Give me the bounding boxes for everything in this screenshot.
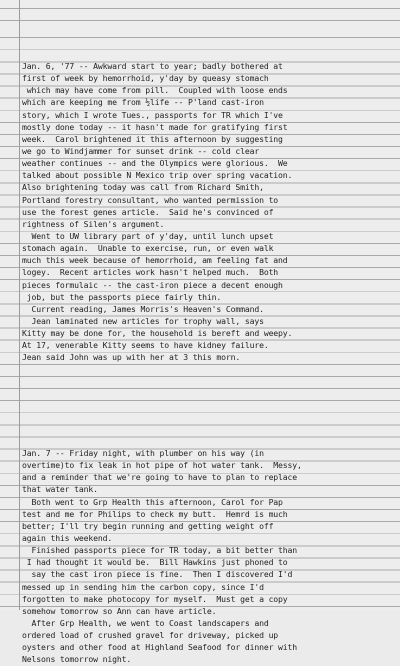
entry-line: I had thought it would be. Bill Hawkins just phoned to	[22, 557, 288, 568]
entry-line: job, but the passports piece fairly thin.	[22, 291, 222, 302]
entry-line: Finished passports piece for TR today, a bit better than	[22, 545, 298, 556]
entry-line: again this weekend.	[22, 532, 113, 543]
entry-line: much this week because of hemorrhoid, am feeling fat and	[22, 255, 288, 266]
entry-line: which are keeping me from ½life -- P'land cast-iron	[22, 97, 264, 108]
entry-line: messed up in sending him the carbon copy, since I'd	[22, 581, 264, 592]
entry-line: At 17, venerable Kitty seems to have kidney failure.	[22, 340, 269, 351]
entry-line: Current reading, James Morris's Heaven's Command.	[22, 303, 264, 314]
entry-line: we go to Windjammer for sunset drink -- cold clear	[22, 145, 260, 156]
entry-line: say the cast iron piece is fine. Then I discovered I'd	[22, 569, 293, 580]
entry-line: Jean said John was up with her at 3 this morn.	[22, 352, 241, 363]
journal-entry-jan-6	[22, 60, 396, 364]
entry-line: Jan. 7 -- Friday night, with plumber on his way (in	[22, 448, 264, 458]
entry-line: forgotten to make photocopy for myself. Must get a copy	[22, 593, 288, 604]
entry-line: logey. Recent articles work hasn't helped much. Both	[22, 267, 279, 278]
entry-line: Went to UW library part of y'day, until lunch upset	[22, 230, 274, 241]
entry-line: which may have come from pill. Coupled with loose ends	[22, 85, 288, 96]
entry-line: overtime)to fix leak in hot pipe of hot water tank. Messy,	[22, 460, 302, 471]
entry-line: ordered load of crushed gravel for driveway, picked up	[22, 630, 279, 641]
entry-line: first of week by hemorrhoid, y'day by queasy stomach	[22, 73, 269, 84]
entry-line: Also brightening today was call from Richard Smith,	[22, 182, 264, 193]
entry-line: mostly done today -- it hasn't made for gratifying first	[22, 121, 288, 132]
entry-line: talked about possible N Mexico trip over spring vacation.	[22, 170, 293, 181]
entry-line: Kitty may be done for, the household is bereft and weepy.	[22, 328, 293, 339]
entry-line: Nelsons tomorrow night.	[22, 654, 132, 665]
entry-line: After Grp Health, we went to Coast landscapers and	[22, 617, 269, 628]
margin-rule	[19, 0, 20, 610]
entry-line: somehow tomorrow so Ann can have article.	[22, 605, 217, 616]
entry-line: better; I'll try begin running and getting weight off	[22, 520, 274, 531]
entry-line: week. Carol brightened it this afternoon by suggesting	[22, 133, 283, 144]
entry-line: stomach again. Unable to exercise, run, or even walk	[22, 243, 274, 254]
entry-line: pieces formulaic -- the cast-iron piece a decent enough	[22, 279, 283, 290]
entry-line: story, which I wrote Tues., passports for TR which I've	[22, 109, 283, 120]
entry-line: rightness of Silen's argument.	[22, 218, 165, 229]
journal-entry-jan-7	[22, 447, 396, 666]
entry-line: weather continues -- and the Olympics were glorious. We	[22, 158, 288, 169]
entry-line: Jan. 6, '77 -- Awkward start to year; badly bothered at	[22, 61, 283, 71]
entry-line: test and me for Philips to check my butt. Hemrd is much	[22, 508, 288, 519]
entry-line: Both went to Grp Health this afternoon, Carol for Pap	[22, 496, 283, 507]
entry-line: Jean laminated new articles for trophy wall, says	[22, 315, 264, 326]
entry-line: use the forest genes article. Said he's convinced of	[22, 206, 274, 217]
entry-line: and a reminder that we're going to have to plan to replace	[22, 472, 298, 483]
entry-line: that water tank.	[22, 484, 98, 495]
entry-line: Portland forestry consultant, who wanted permission to	[22, 194, 279, 205]
entry-line: oysters and other food at Highland Seafood for dinner with	[22, 642, 298, 653]
